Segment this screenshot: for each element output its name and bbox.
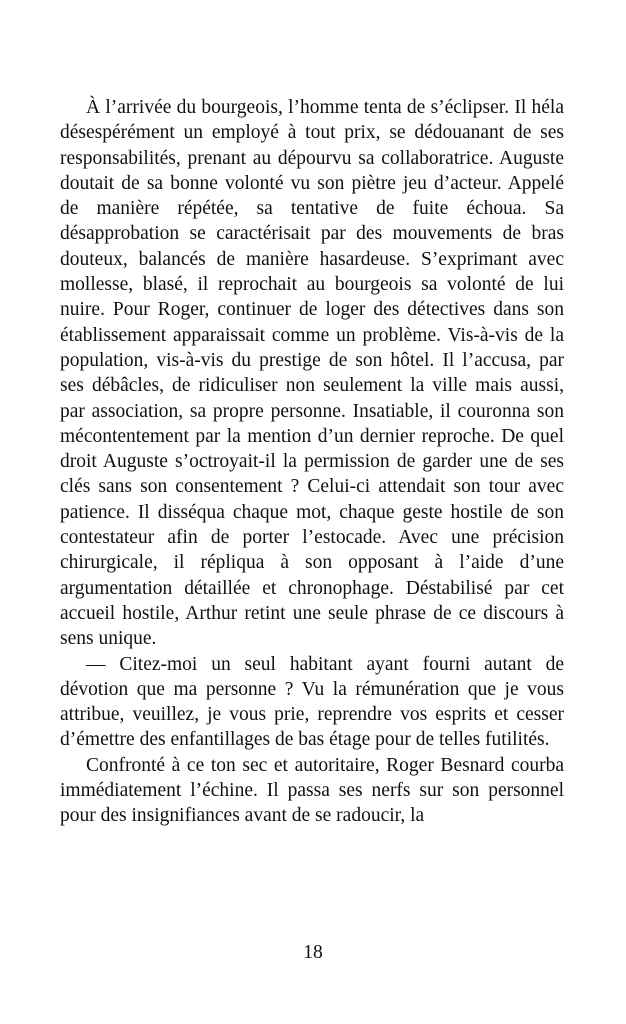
paragraph: À l’arrivée du bourgeois, l’homme tenta de s’éclipser. Il héla désespérément un employé à tout prix, se dédouanant de ses responsabilités, prenant au dépourvu sa collaboratrice. Auguste doutait de sa bonne volonté vu son piètre jeu d’acteur. Appelé de manière répétée, sa tentative de fuite échoua. Sa désapprobation se caractérisait par des mouvements de bras douteux, balancés de manière hasardeuse. S’exprimant avec mollesse, blasé, il reprochait au bourgeois sa volonté de lui nuire. Pour Roger, continuer de loger des détectives dans son établissement apparaissait comme un problème. Vis-à-vis de la population, vis-à-vis du prestige de son hôtel. Il l’accusa, par ses débâcles, de ridiculiser non seulement la ville mais aussi, par association, sa propre personne. Insatiable, il couronna son mécontentement par la mention d’un dernier reproche. De quel droit Auguste s’octroyait-il la permission de garder une de ses clés sans son consentement ? Celui-ci attendait son tour avec patience. Il disséqua chaque mot, chaque geste hostile de son contestateur afin de porter l’estocade. Avec une précision chirurgicale, il répliqua à son opposant à l’aide d’une argumentation détaillée et chronophage. Déstabilisé par cet accueil hostile, Arthur retint une seule phrase de ce discours à sens unique. xyxy=(60,97,564,650)
page-number: 18 xyxy=(303,942,323,963)
body-text xyxy=(60,95,564,829)
paragraph: — Citez-moi un seul habitant ayant fourni autant de dévotion que ma personne ? Vu la rémunération que je vous attribue, veuillez, je vous prie, reprendre vos esprits et cesser d’émettre des enfantillages de bas étage pour de telles futilités. xyxy=(60,653,564,751)
paragraph: Confronté à ce ton sec et autoritaire, Roger Besnard courba immédiatement l’échine. Il passa ses nerfs sur son personnel pour des insignifiances avant de se radoucir, la xyxy=(60,754,564,827)
